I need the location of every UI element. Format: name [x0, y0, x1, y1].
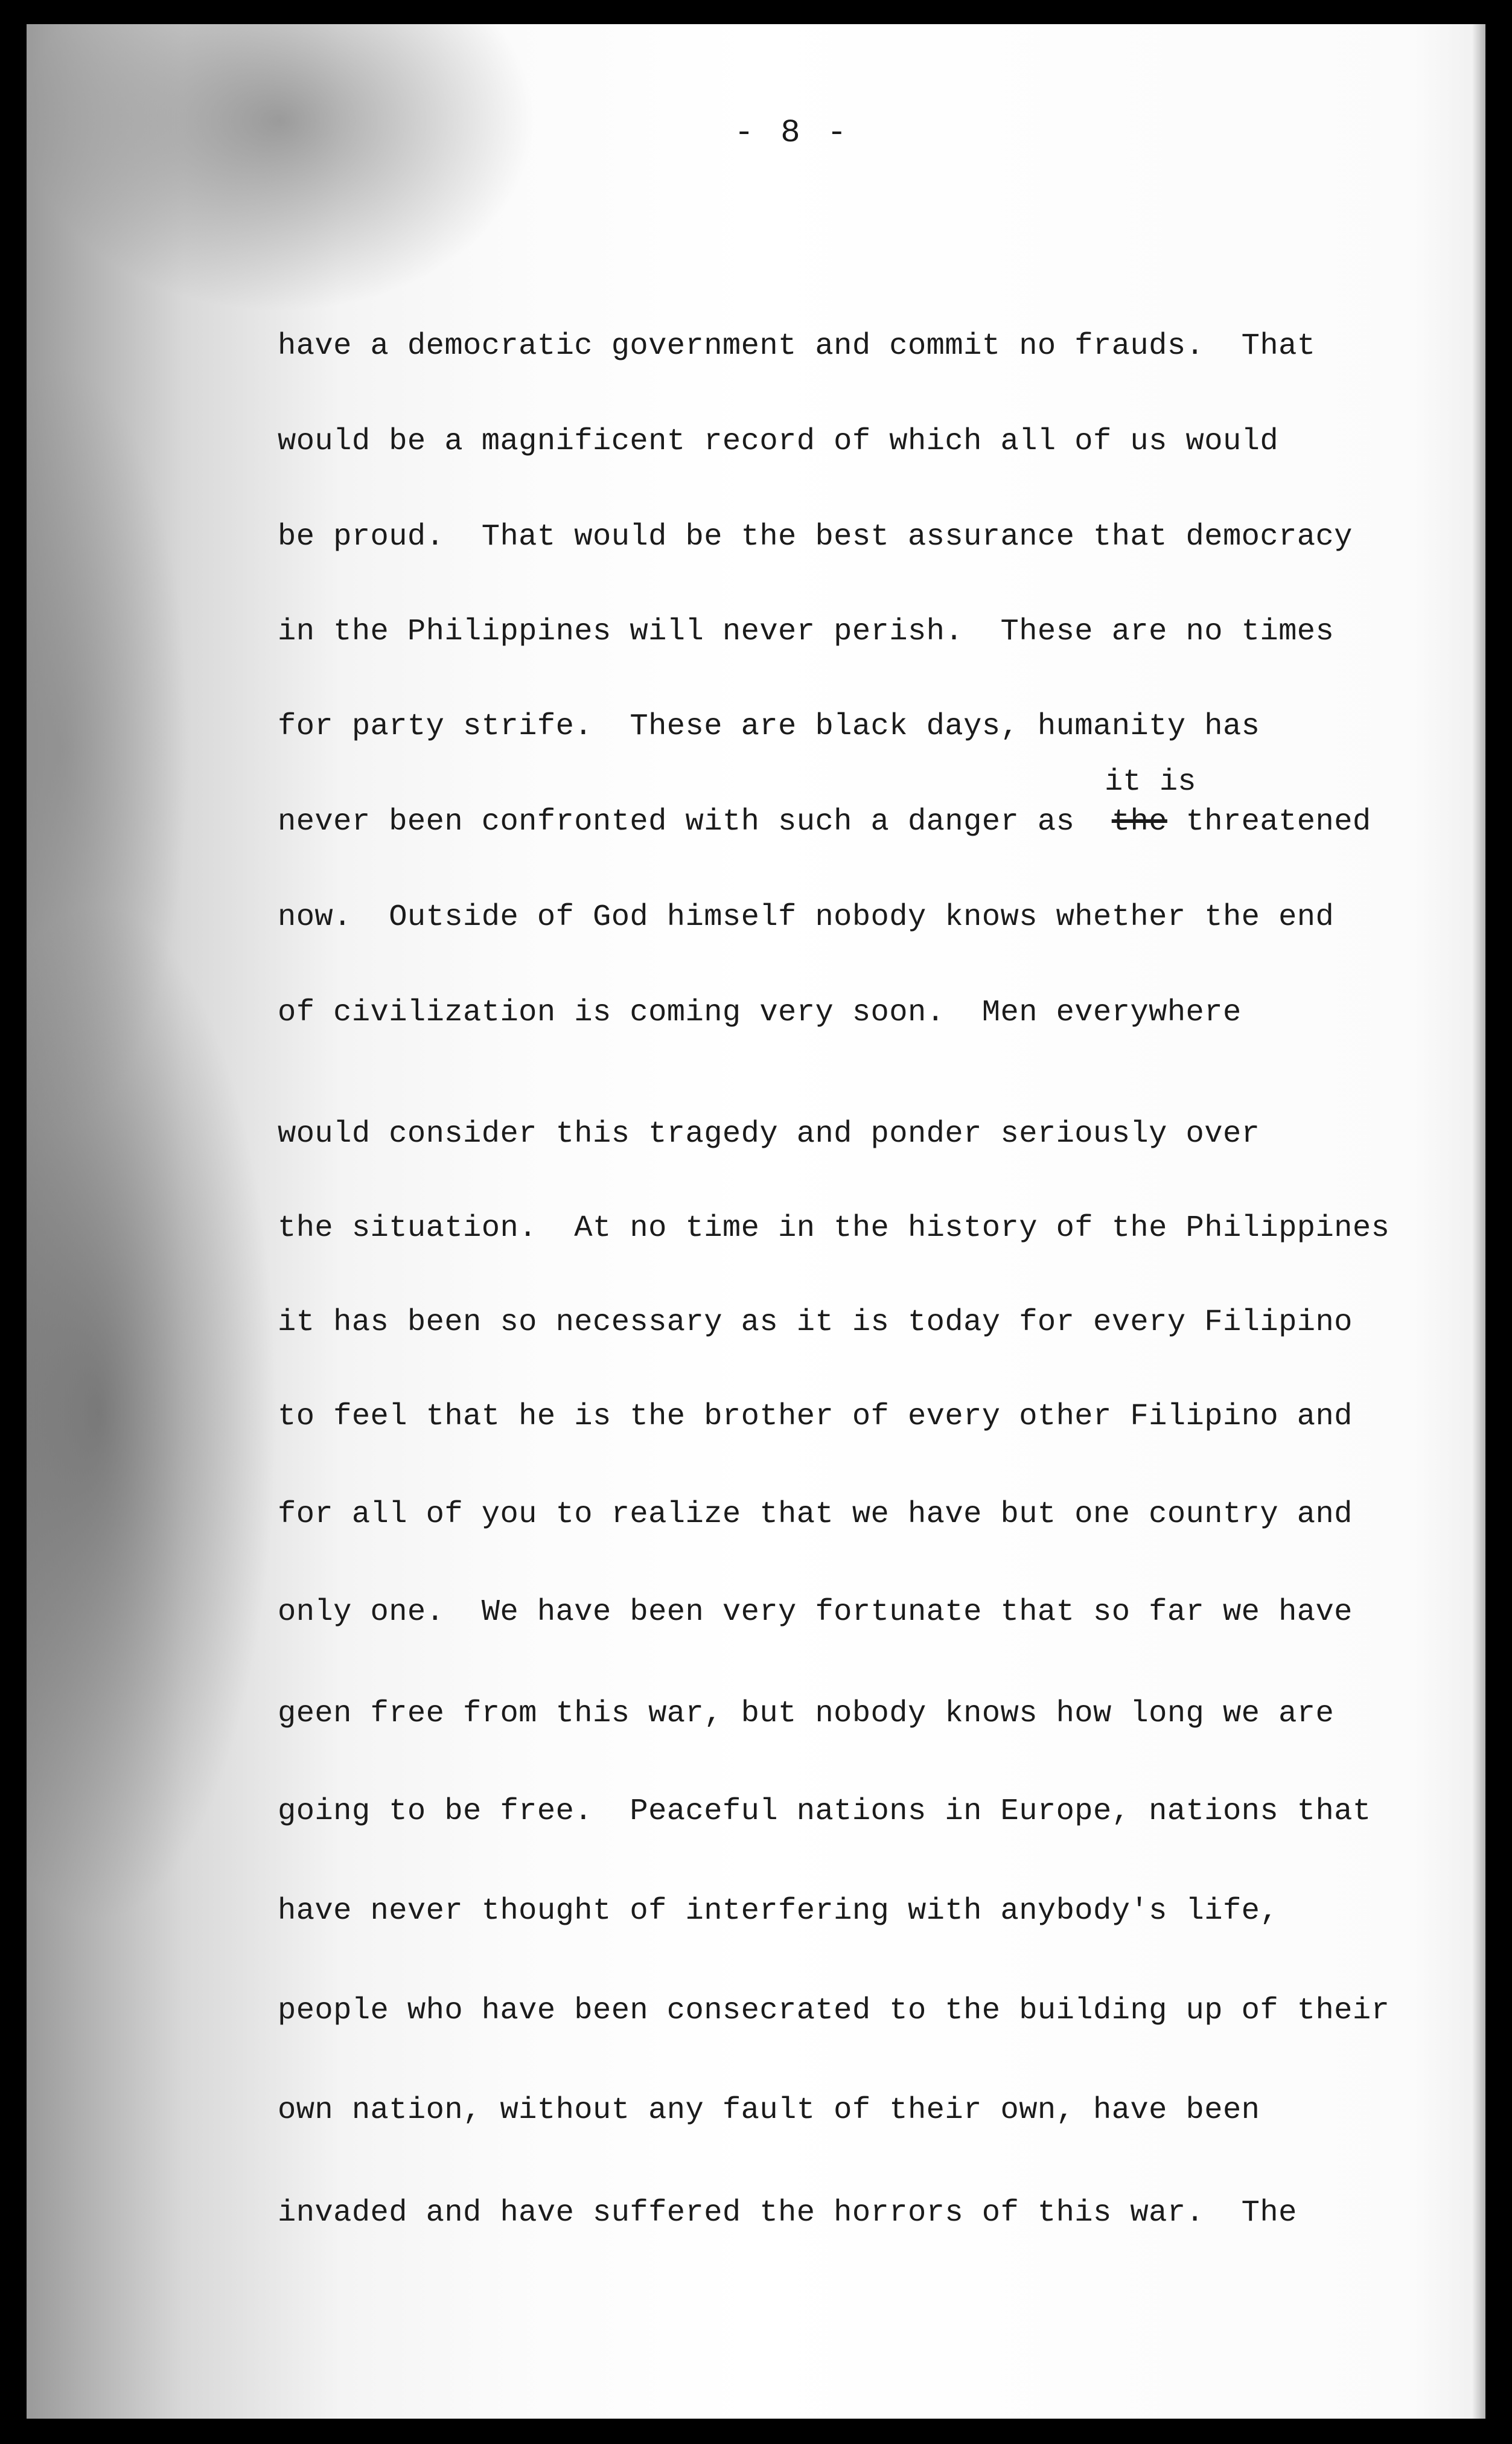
text-line: for party strife. These are black days, humanity has [278, 709, 1260, 744]
text-line: geen free from this war, but nobody knows how long we are [278, 1697, 1335, 1731]
text-line: in the Philippines will never perish. These are no times [278, 615, 1335, 649]
interlinear-insertion: it is [1105, 765, 1196, 799]
page-number: - 8 - [734, 115, 850, 152]
text-line: now. Outside of God himself nobody knows whether the end [278, 900, 1335, 935]
text-line: for all of you to realize that we have but one country and [278, 1497, 1353, 1532]
text-line: would consider this tragedy and ponder seriously over [278, 1117, 1260, 1151]
text-line: to feel that he is the brother of every other Filipino and [278, 1400, 1353, 1434]
text-segment: never been confronted with such a danger as [278, 805, 1112, 839]
text-line-corrected [278, 805, 1371, 839]
text-segment: threatened [1167, 805, 1371, 839]
page-edge-shadow [1472, 24, 1485, 2419]
text-line: of civilization is coming very soon. Men everywhere [278, 996, 1242, 1030]
text-line: people who have been consecrated to the building up of their [278, 1994, 1390, 2028]
text-line: have never thought of interfering with anybody's life, [278, 1894, 1279, 1928]
text-line: going to be free. Peaceful nations in Europe, nations that [278, 1794, 1371, 1829]
text-line: only one. We have been very fortunate that so far we have [278, 1595, 1353, 1630]
text-line: be proud. That would be the best assurance that democracy [278, 520, 1353, 554]
struck-word: the [1111, 805, 1167, 839]
text-line: own nation, without any fault of their own, have been [278, 2093, 1260, 2128]
text-line: would be a magnificent record of which all of us would [278, 424, 1279, 459]
text-line: the situation. At no time in the history of the Philippines [278, 1211, 1390, 1246]
text-line: invaded and have suffered the horrors of this war. The [278, 2196, 1297, 2230]
text-line: it has been so necessary as it is today for every Filipino [278, 1305, 1353, 1340]
text-line: have a democratic government and commit no frauds. That [278, 329, 1316, 363]
typewritten-page [27, 24, 1485, 2419]
